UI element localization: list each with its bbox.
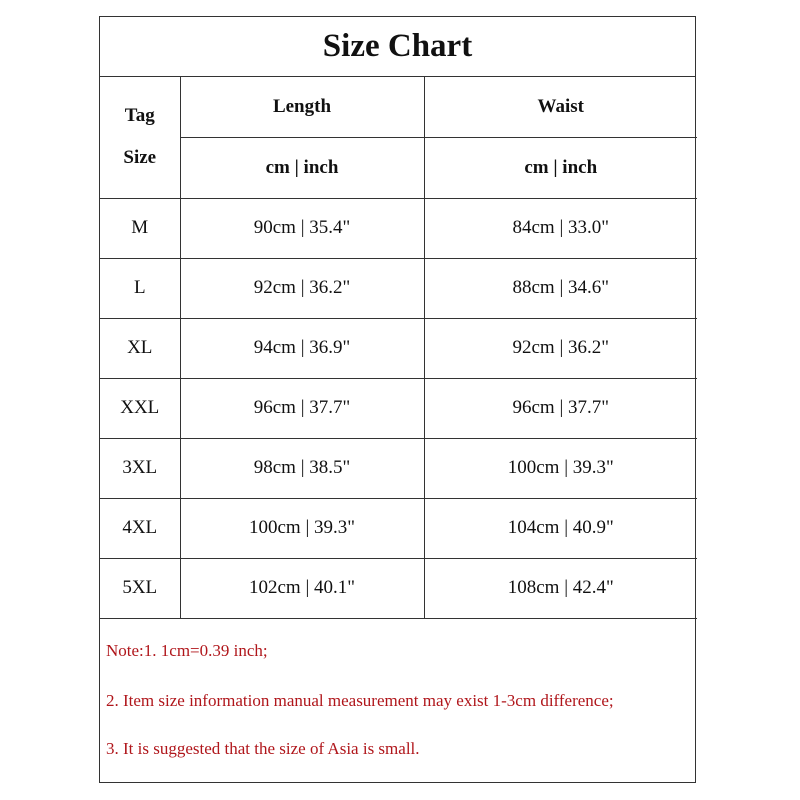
length-cell: 94cm | 36.9": [180, 318, 424, 378]
units-row: [100, 137, 697, 198]
length-cell: 96cm | 37.7": [180, 378, 424, 438]
length-cell: 102cm | 40.1": [180, 558, 424, 618]
tag-size-header: [100, 77, 180, 198]
waist-header: Waist: [424, 77, 697, 137]
size-cell: XXL: [100, 378, 180, 438]
table-row: [100, 258, 697, 318]
size-cell: M: [100, 198, 180, 258]
table-row: [100, 558, 697, 618]
waist-cell: 88cm | 34.6": [424, 258, 697, 318]
waist-cell: 100cm | 39.3": [424, 438, 697, 498]
size-cell: XL: [100, 318, 180, 378]
size-chart: [99, 16, 696, 783]
length-header: Length: [180, 77, 424, 137]
size-table: [100, 77, 697, 619]
notes-section: [100, 618, 695, 782]
size-cell: 3XL: [100, 438, 180, 498]
note-1: Note:1. 1cm=0.39 inch;: [106, 641, 268, 660]
table-row: [100, 198, 697, 258]
table-row: [100, 378, 697, 438]
length-cell: 92cm | 36.2": [180, 258, 424, 318]
waist-cell: 84cm | 33.0": [424, 198, 697, 258]
waist-cell: 108cm | 42.4": [424, 558, 697, 618]
note-3: 3. It is suggested that the size of Asia is small.: [106, 739, 420, 758]
table-row: [100, 498, 697, 558]
waist-cell: 96cm | 37.7": [424, 378, 697, 438]
length-cell: 100cm | 39.3": [180, 498, 424, 558]
waist-cell: 92cm | 36.2": [424, 318, 697, 378]
length-cell: 90cm | 35.4": [180, 198, 424, 258]
size-cell: 5XL: [100, 558, 180, 618]
header-row: [100, 77, 697, 137]
length-units-header: cm | inch: [180, 137, 424, 198]
note-2: 2. Item size information manual measurement may exist 1-3cm difference;: [106, 691, 614, 710]
waist-units-header: cm | inch: [424, 137, 697, 198]
table-body: [100, 198, 697, 618]
table-row: [100, 438, 697, 498]
waist-cell: 104cm | 40.9": [424, 498, 697, 558]
table-row: [100, 318, 697, 378]
size-cell: 4XL: [100, 498, 180, 558]
size-cell: L: [100, 258, 180, 318]
length-cell: 98cm | 38.5": [180, 438, 424, 498]
chart-title: Size Chart: [100, 17, 695, 77]
tag-size-label: Tag Size: [123, 105, 157, 169]
